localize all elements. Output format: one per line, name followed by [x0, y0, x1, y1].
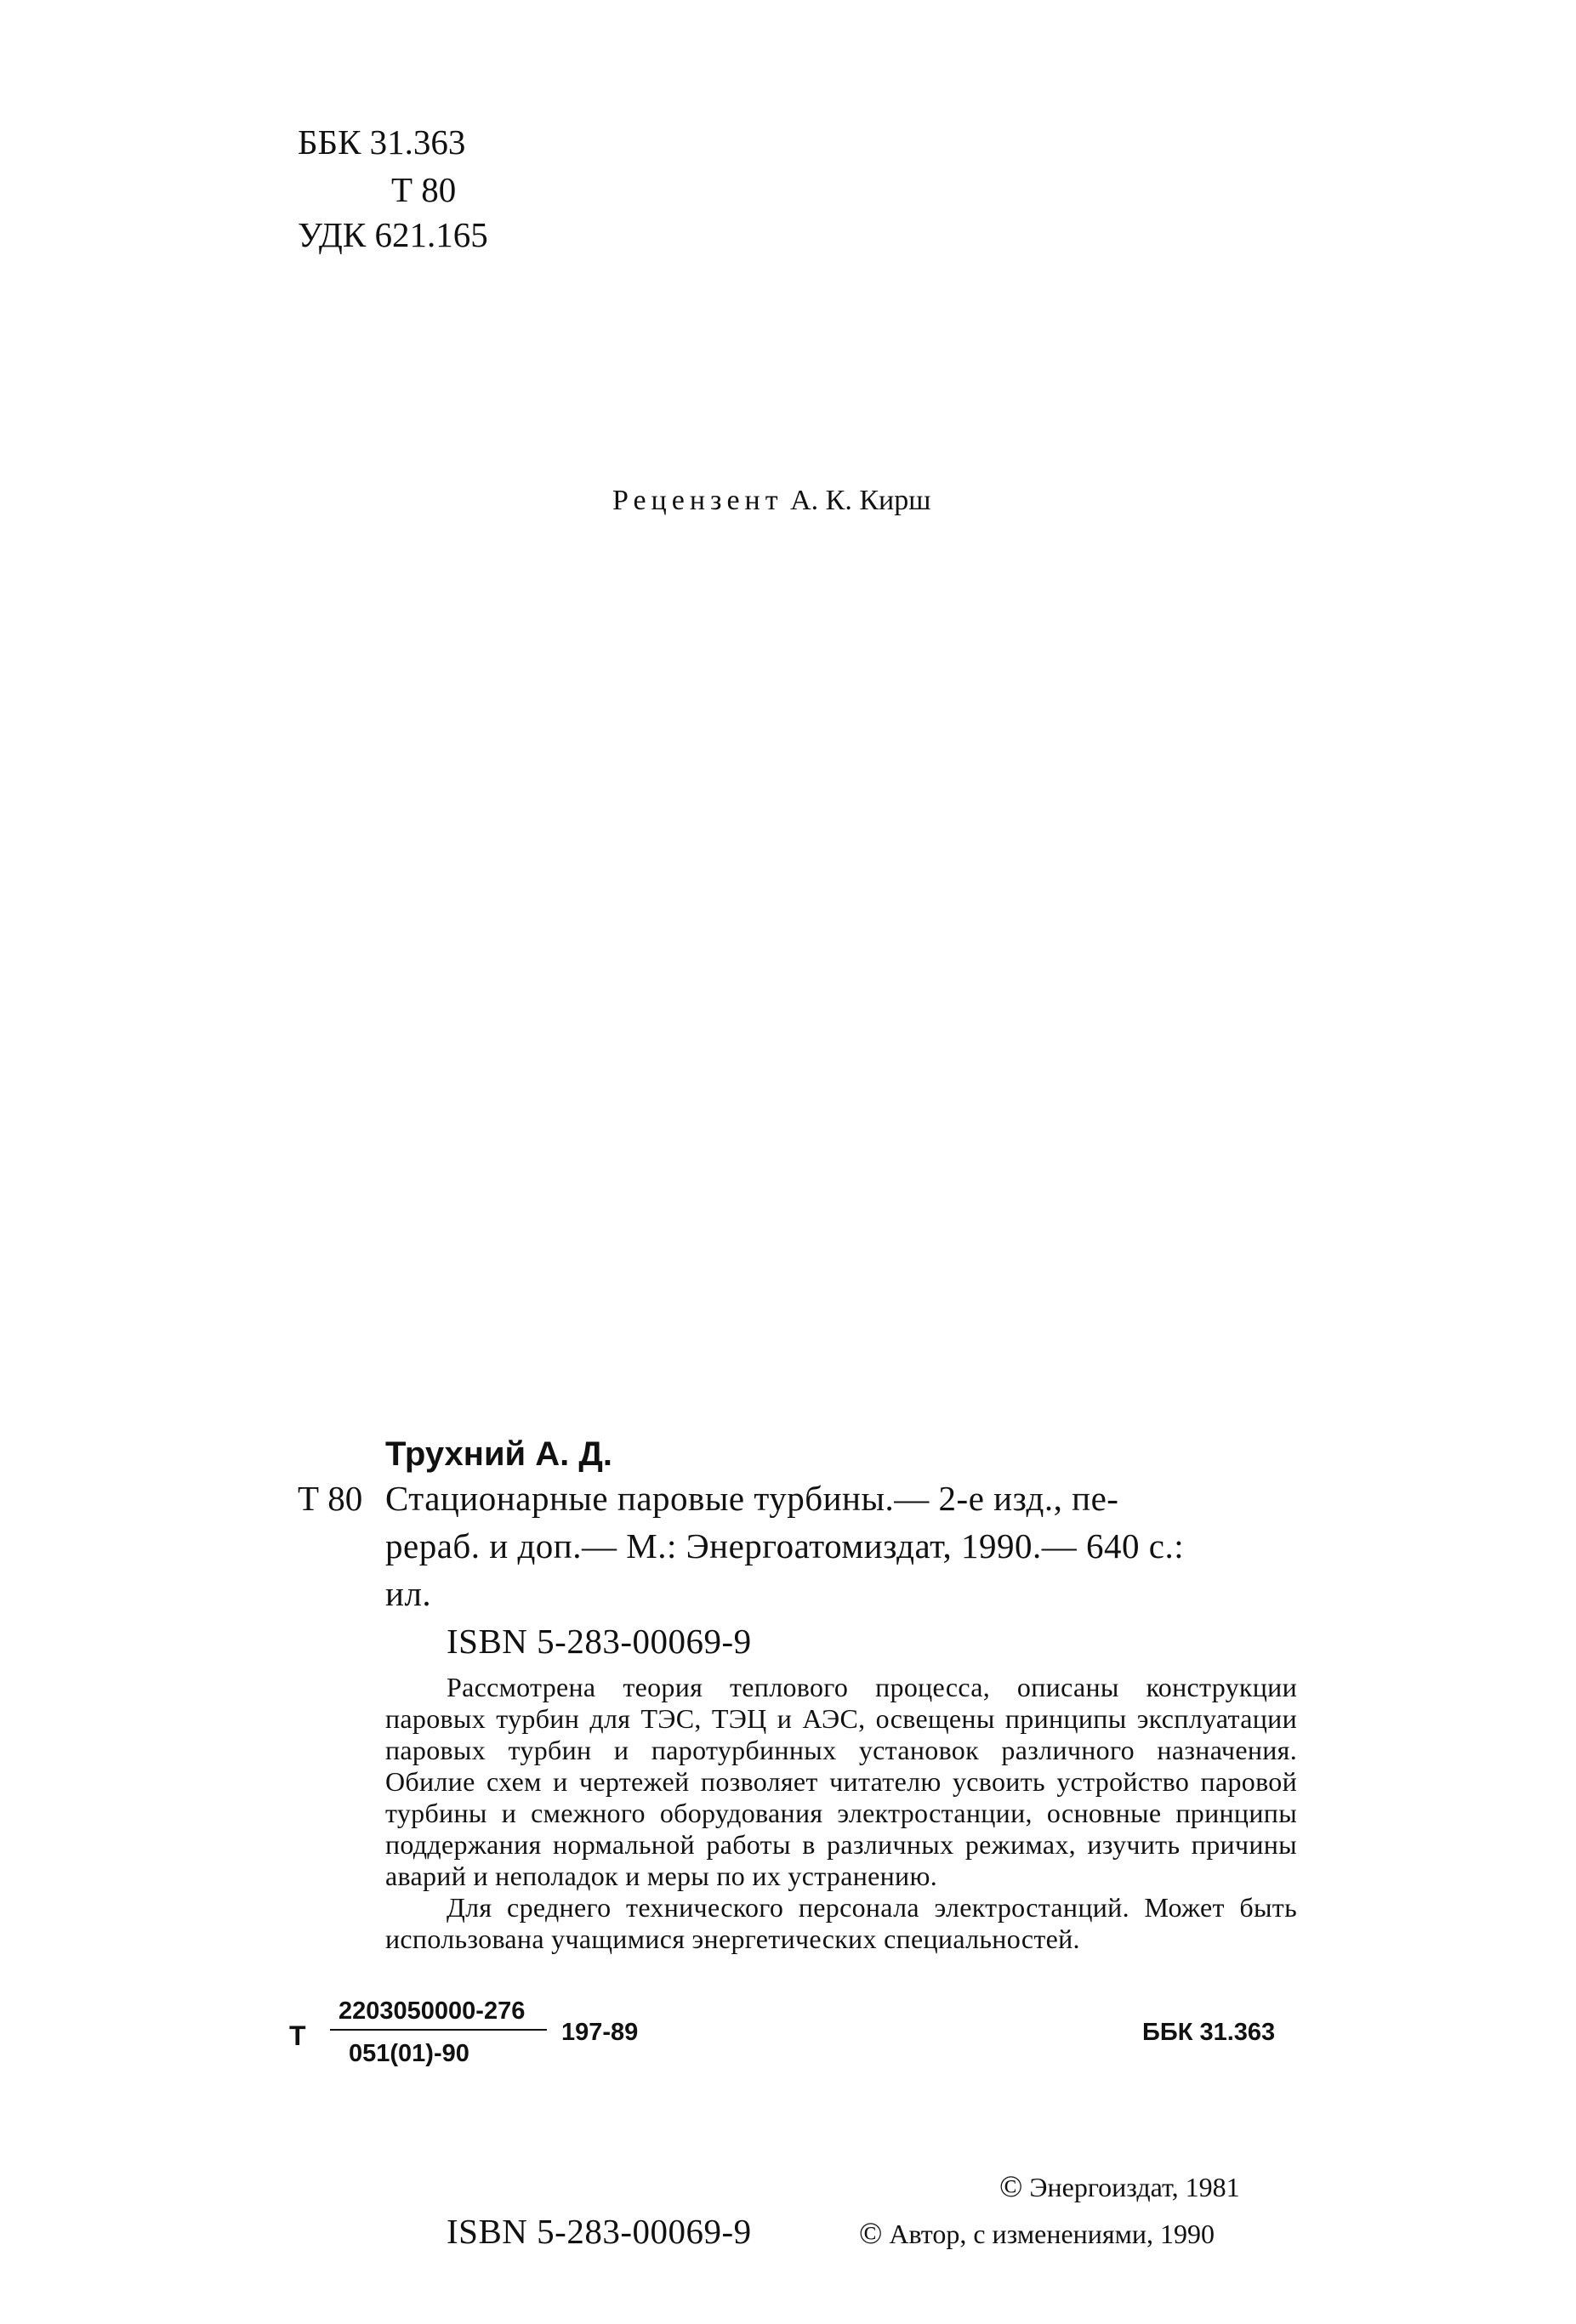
udk-code: УДК 621.165: [298, 215, 488, 254]
annotation-paragraph: Для среднего технического персонала электростанций. Может быть использована учащимися энергетических специальностей.: [385, 1892, 1297, 1954]
annotation-paragraph: Рассмотрена теория теплового процесса, описаны конструкции паровых турбин для ТЭС, ТЭЦ и АЭС, освещены принципы эксплуатации паровых турбин и паротурбинных установок различного назначения. Обилие схем и чертежей позволяет читателю усвоить устройство паровой турбины и смежного оборудования электростанции, основные принципы поддержания нормальной работы в различных режимах, изучить причины аварий и неполадок и меры по их устранению.: [385, 1672, 1297, 1891]
imprint-bbk: ББК 31.363: [1142, 2019, 1276, 2046]
book-cutter-code: Т 80: [298, 1479, 363, 1518]
annotation: [385, 1672, 1297, 1955]
copyright-line-1: [999, 2168, 1240, 2204]
imprint-denominator: 051(01)-90: [349, 2040, 469, 2067]
author-name: Трухний А. Д.: [385, 1435, 612, 1473]
reviewer-name: А. К. Кирш: [790, 485, 931, 516]
author-cutter-code: Т 80: [391, 170, 457, 209]
isbn: ISBN 5-283-00069-9: [447, 1622, 752, 1661]
copyright-text: Энергоиздат, 1981: [1029, 2172, 1240, 2202]
imprint-numerator: 2203050000-276: [339, 1997, 526, 2025]
isbn-bottom: ISBN 5-283-00069-9: [447, 2212, 752, 2251]
imprint-letter: Т: [289, 2020, 306, 2051]
bbk-code: ББК 31.363: [298, 122, 466, 162]
title-line-1: Стационарные паровые турбины.— 2-е изд., пе-: [385, 1479, 1119, 1518]
fraction-divider: [330, 2029, 547, 2031]
imprint-order-number: 197-89: [561, 2019, 639, 2046]
reviewer-line: [612, 485, 930, 517]
copyright-line-2: [859, 2215, 1215, 2251]
copyright-icon: ©: [859, 2216, 883, 2250]
copyright-icon: ©: [999, 2169, 1023, 2203]
copyright-text: Автор, с изменениями, 1990: [889, 2219, 1215, 2249]
title-line-2: рераб. и доп.— М.: Энергоатомиздат, 1990.— 640 с.:: [385, 1526, 1185, 1565]
reviewer-label: Рецензент: [612, 485, 783, 516]
title-line-3: ил.: [385, 1574, 432, 1613]
